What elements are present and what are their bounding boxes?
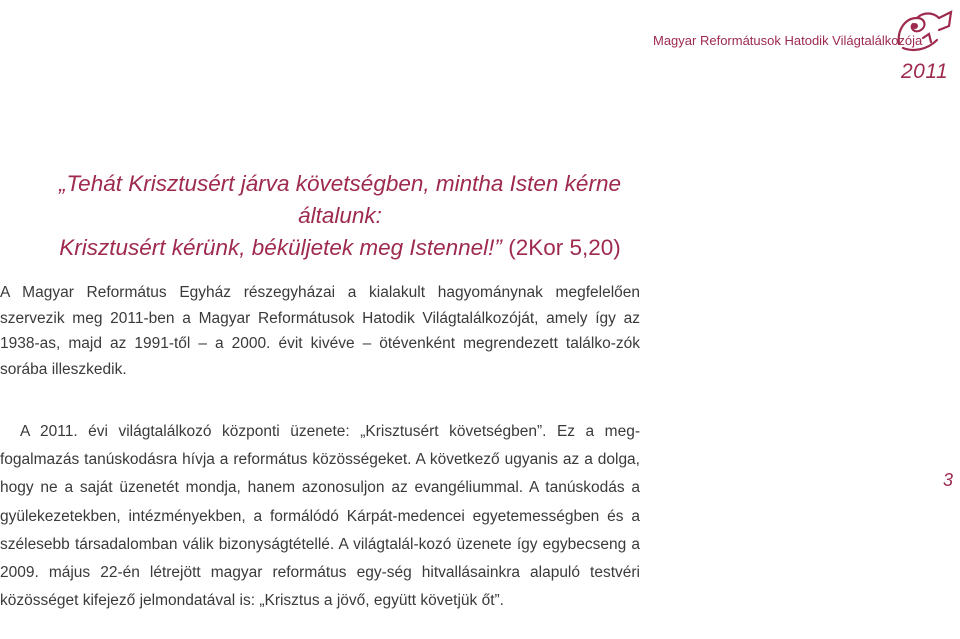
quote-reference: (2Kor 5,20) — [508, 235, 621, 260]
quote-line-2 — [30, 232, 650, 264]
header-title: Magyar Reformátusok Hatodik Világtalálkozója — [653, 33, 923, 48]
bible-quote — [30, 168, 650, 264]
quote-line-2-text: Krisztusért kérünk, béküljetek meg Istennel!” — [59, 235, 502, 260]
event-logo — [893, 8, 955, 82]
logo-year: 2011 — [901, 60, 949, 83]
page-number: 3 — [943, 470, 954, 490]
logo-emblem-icon — [893, 8, 955, 60]
paragraph-intro: A Magyar Református Egyház részegyházai a kialakult hagyománynak megfelelően szervezik meg 2011-ben a Magyar Reformátusok Hatodik Világtalálkozóját, amely így az 1938-as, majd az 1991-től – a 2000. évit kivéve – ötévenként megrendezett találko-zók sorába illeszkedik. — [0, 284, 640, 378]
paragraph-message — [0, 418, 640, 615]
quote-line-1: „Tehát Krisztusért járva követségben, mintha Isten kérne általunk: — [59, 171, 621, 228]
paragraph-message-text: A 2011. évi világtalálkozó központi üzenete: „Krisztusért követségben”. Ez a meg-fogalmazás tanúskodásra hívja a református közösségeket. A következő ugyanis az a dolga, hogy ne a saját üzenetét mondja, hanem azonosuljon az evangéliummal. A tanúskodás a gyülekezetekben, intézményekben, a formálódó Kárpát-medencei egyetemességben és a szélesebb társadalomban válik bizonyságtétellé. A világtalál-kozó üzenete így egybecseng a 2009. május 22-én létrejött magyar református egy-ség hitvallásainkra alapuló testvéri közösséget kifejező jelmondatával is: „Krisztus a jövő, együtt követjük őt”. — [0, 423, 640, 610]
